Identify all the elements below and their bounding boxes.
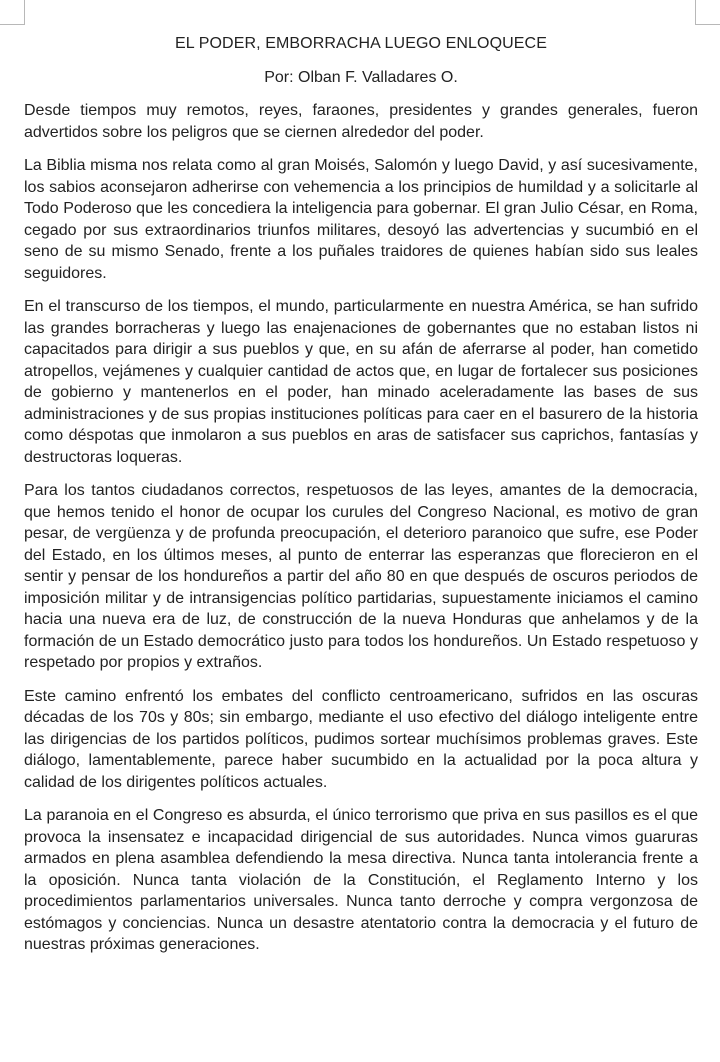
document-title: EL PODER, EMBORRACHA LUEGO ENLOQUECE bbox=[175, 35, 547, 52]
page-corner-mark-top-left bbox=[0, 0, 25, 25]
document-author: Por: Olban F. Valladares O. bbox=[264, 69, 458, 86]
paragraph-6: La paranoia en el Congreso es absurda, el único terrorismo que priva en sus pasillos es el que provoca la insensatez e incapacidad dirigencial de sus autoridades. Nunca vimos guaruras armados en plena asamblea defendiendo la mesa directiva. Nunca tanta intolerancia frente a la oposición. Nunca tanta violación de la Constitución, el Reglamento Interno y los procedimientos parlamentarios universales. Nunca tanto derroche y compra vergonzosa de estómagos y conciencias. Nunca un desastre atentatorio contra la democracia y el futuro de nuestras próximas generaciones. bbox=[24, 807, 698, 953]
page-corner-mark-top-right bbox=[695, 0, 720, 25]
paragraph-5: Este camino enfrentó los embates del conflicto centroamericano, sufridos en las oscuras décadas de los 70s y 80s; sin embargo, mediante el uso efectivo del diálogo inteligente entre las dirigencias de los partidos políticos, pudimos sortear muchísimos problemas graves. Este diálogo, lamentablemente, parece haber sucumbido en la actualidad por la poca altura y calidad de los dirigentes políticos actuales. bbox=[24, 687, 698, 791]
paragraph-3: En el transcurso de los tiempos, el mundo, particularmente en nuestra América, se han sufrido las grandes borracheras y luego las enajenaciones de gobernantes que no estaban listos ni capacitados para dirigir a sus pueblos y que, en su afán de aferrarse al poder, han cometido atropellos, vejámenes y cualquier cantidad de actos que, en lugar de fortalecer sus posiciones de gobierno y mantenerlos en el poder, han minado aceleradamente las bases de sus administraciones y de sus propias instituciones políticas para caer en el basurero de la historia como déspotas que inmolaron a sus pueblos en aras de satisfacer sus caprichos, fantasías y destructoras loqueras. bbox=[24, 298, 698, 466]
paragraph-4: Para los tantos ciudadanos correctos, respetuosos de las leyes, amantes de la democracia, que hemos tenido el honor de ocupar los curules del Congreso Nacional, es motivo de gran pesar, de vergüenza y de profunda preocupación, el deterioro paranoico que sufre, ese Poder del Estado, en los últimos meses, al punto de enterrar las esperanzas que florecieron en el sentir y pensar de los hondureños a partir del año 80 en que después de oscuros periodos de imposición militar y de intransigencias político partidarias, supuestamente iniciamos el camino hacia una nueva era de luz, de construcción de la nueva Honduras que anhelamos y de la formación de un Estado democrático justo para todos los hondureños. Un Estado respetuoso y respetado por propios y extraños. bbox=[24, 482, 698, 671]
paragraph-1: Desde tiempos muy remotos, reyes, faraones, presidentes y grandes generales, fueron advertidos sobre los peligros que se ciernen alrededor del poder. bbox=[24, 102, 698, 141]
paragraph-2: La Biblia misma nos relata como al gran Moisés, Salomón y luego David, y así sucesivamente, los sabios aconsejaron adherirse con vehemencia a los principios de humildad y a solicitarle al Todo Poderoso que les concediera la inteligencia para gobernar. El gran Julio César, en Roma, cegado por sus extraordinarios triunfos militares, desoyó las advertencias y sucumbió en el seno de su mismo Senado, frente a los puñales traidores de quienes habían sido sus leales seguidores. bbox=[24, 157, 698, 282]
document-page bbox=[24, 34, 698, 956]
